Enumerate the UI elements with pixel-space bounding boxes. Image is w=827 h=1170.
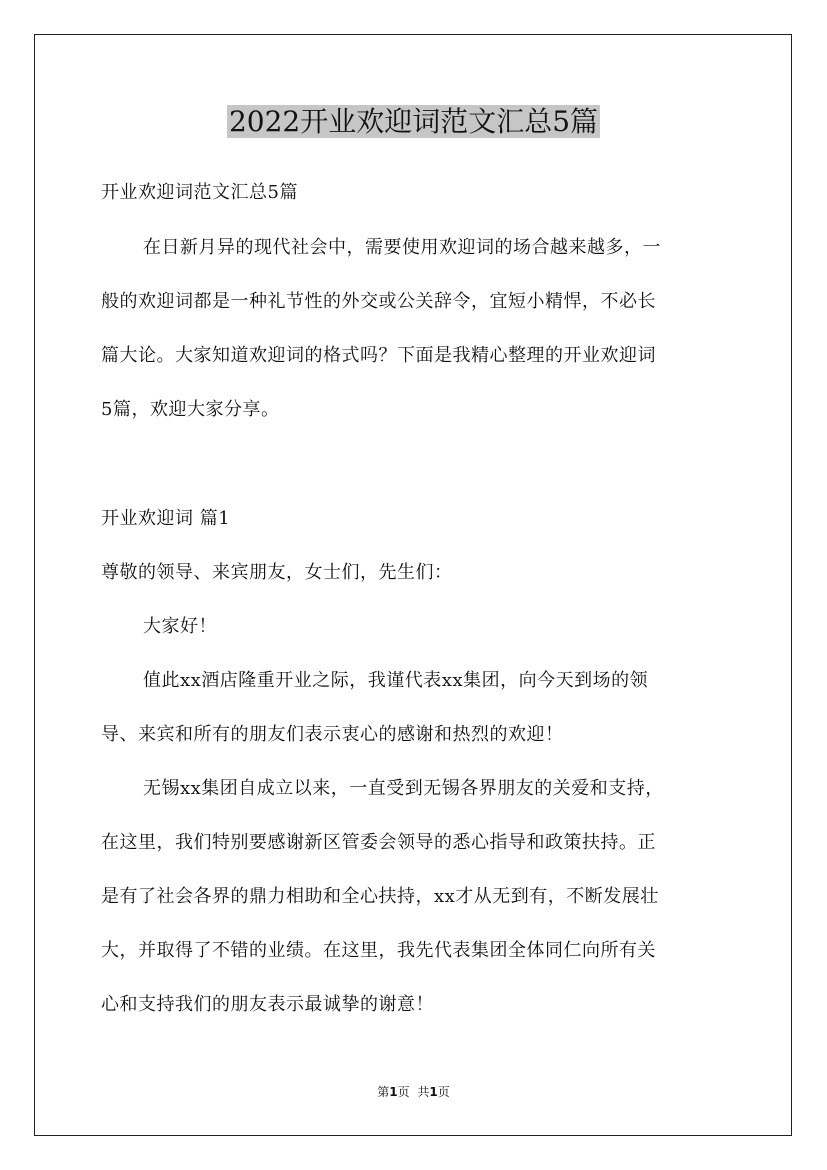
document-title-text: 2022开业欢迎词范文汇总5篇 (228, 105, 599, 138)
intro-line-3: 篇大论。大家知道欢迎词的格式吗？下面是我精心整理的开业欢迎词 (101, 345, 656, 366)
footer-page-number: 1 (389, 1085, 398, 1099)
footer-total-prefix: 共 (417, 1085, 430, 1099)
page-footer (0, 1084, 827, 1100)
footer-page-suffix: 页 (397, 1085, 410, 1099)
document-subtitle: 开业欢迎词范文汇总5篇 (101, 182, 298, 203)
salutation: 尊敬的领导、来宾朋友，女士们，先生们： (101, 562, 453, 583)
paragraph-2-line-4: 大，并取得了不错的业绩。在这里，我先代表集团全体同仁向所有关 (101, 940, 656, 961)
section-heading: 开业欢迎词 篇1 (101, 508, 231, 529)
document-title (0, 100, 827, 144)
footer-page-prefix: 第 (377, 1085, 390, 1099)
paragraph-1-line-2: 导、来宾和所有的朋友们表示衷心的感谢和热烈的欢迎！ (101, 724, 564, 745)
paragraph-1-line-1: 值此xx酒店隆重开业之际，我谨代表xx集团，向今天到场的领 (143, 670, 649, 691)
footer-total-pages: 1 (429, 1085, 438, 1099)
footer-total-suffix: 页 (437, 1085, 450, 1099)
intro-line-4: 5篇，欢迎大家分享。 (101, 399, 280, 420)
intro-line-2: 般的欢迎词都是一种礼节性的外交或公关辞令，宜短小精悍，不必长 (101, 291, 656, 312)
paragraph-2-line-2: 在这里，我们特别要感谢新区管委会领导的悉心指导和政策扶持。正 (101, 832, 656, 853)
paragraph-2-line-1: 无锡xx集团自成立以来，一直受到无锡各界朋友的关爱和支持， (143, 778, 664, 799)
greeting: 大家好！ (143, 616, 217, 637)
paragraph-2-line-5: 心和支持我们的朋友表示最诚挚的谢意！ (101, 994, 434, 1015)
paragraph-2-line-3: 是有了社会各界的鼎力相助和全心扶持，xx才从无到有，不断发展壮 (101, 886, 659, 907)
intro-line-1: 在日新月异的现代社会中，需要使用欢迎词的场合越来越多，一 (143, 237, 661, 258)
